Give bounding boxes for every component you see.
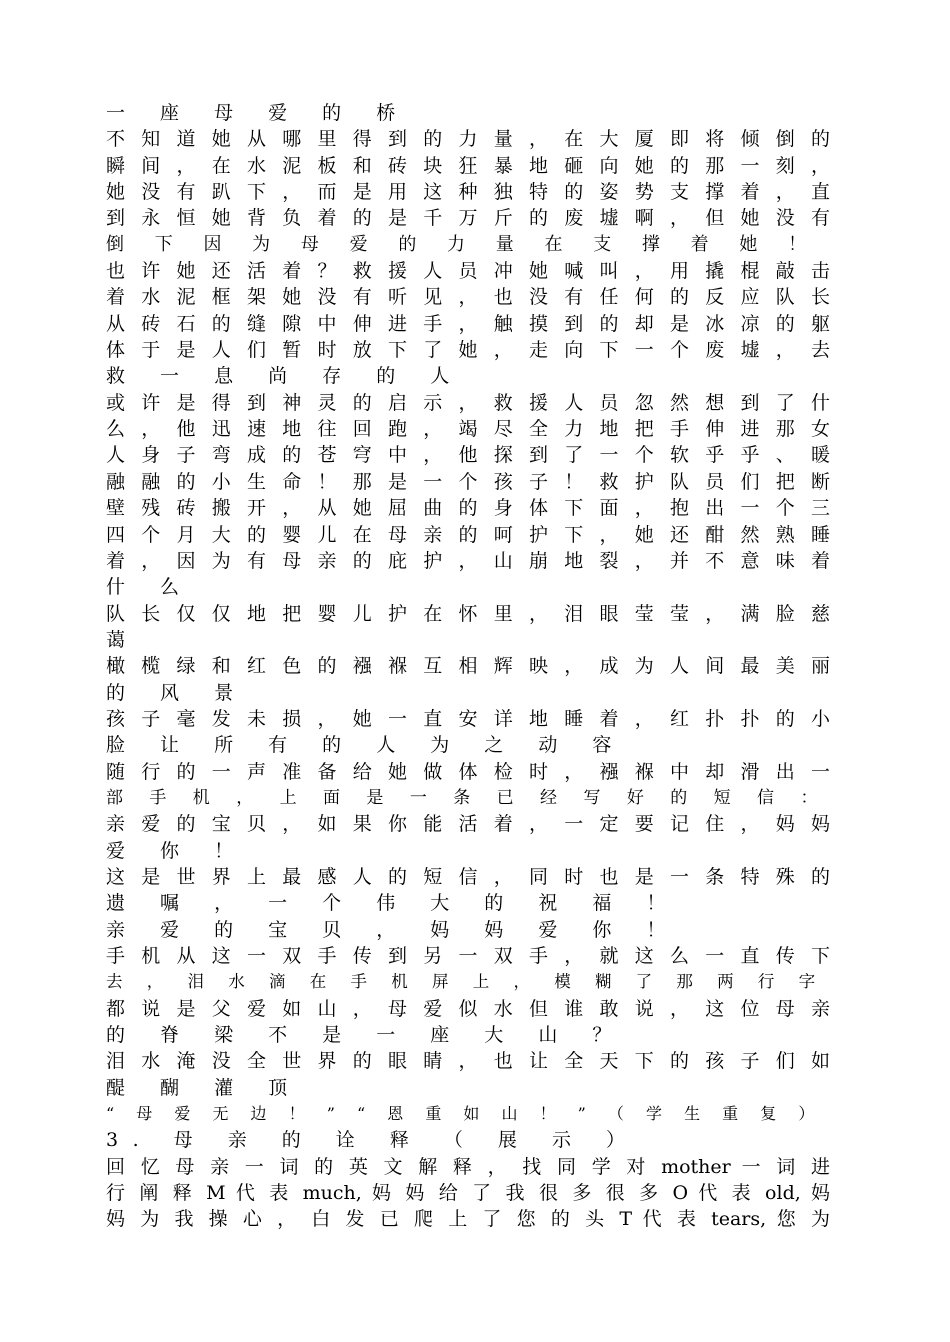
text-line: 这 是 世 界 上 最 感 人 的 短 信 ， 同 时 也 是 一 条 特 殊 的 (106, 865, 830, 888)
text-line: 行 阐 释 M 代 表 much, 妈 妈 给 了 我 很 多 很 多 O 代 表 old, 妈 (106, 1182, 830, 1205)
text-line: 脸 让 所 有 的 人 为 之 动 容 (106, 734, 626, 757)
text-line: 么 ， 他 迅 速 地 往 回 跑 ， 竭 尽 全 力 地 把 手 伸 进 那 女 (106, 418, 830, 441)
text-line: 醍 醐 灌 顶 (106, 1076, 302, 1099)
text-line: 着 ， 因 为 有 母 亲 的 庇 护 ， 山 崩 地 裂 ， 并 不 意 味 着 (106, 549, 830, 572)
text-line: 3. 母 亲 的 诠 释 （ 展 示 ） (106, 1129, 640, 1152)
text-line: 或 许 是 得 到 神 灵 的 启 示 ， 救 援 人 员 忽 然 想 到 了 什 (106, 391, 830, 414)
text-line: 的 风 景 (106, 681, 248, 704)
text-line: 妈 为 我 操 心 ， 白 发 已 爬 上 了 您 的 头 T 代 表 tears, 您 为 (106, 1208, 830, 1231)
text-line: “ 母 爱 无 边 ！ ” “ 恩 重 如 山 ！ ” （ 学 生 重 复 ） (106, 1104, 823, 1124)
text-line: 体 于 是 人 们 暂 时 放 下 了 她 ， 走 向 下 一 个 废 墟 ， 去 (106, 339, 830, 362)
text-line: 融 融 的 小 生 命 ！ 那 是 一 个 孩 子 ！ 救 护 队 员 们 把 断 (106, 470, 830, 493)
text-line: 人 身 子 弯 成 的 苍 穹 中 ， 他 探 到 了 一 个 软 乎 乎 、 暖 (106, 444, 830, 467)
text-line: 部 手 机 ， 上 面 是 一 条 已 经 写 好 的 短 信 ： (106, 787, 828, 808)
text-line: 到 永 恒 她 背 负 着 的 是 千 万 斤 的 废 墟 啊 ， 但 她 没 有 (106, 207, 830, 230)
text-line: 队 长 仅 仅 地 把 婴 儿 护 在 怀 里 ， 泪 眼 莹 莹 ， 满 脸 慈 (106, 602, 830, 625)
text-line: 蔼 (106, 628, 140, 651)
text-line: 橄 榄 绿 和 红 色 的 襁 褓 互 相 辉 映 ， 成 为 人 间 最 美 丽 (106, 655, 830, 678)
text-line: 倒 下 因 为 母 爱 的 力 量 在 支 撑 着 她 ！ (106, 233, 819, 255)
document-title: 一 座 母 爱 的 桥 (106, 102, 410, 124)
body-text (106, 100, 830, 1233)
text-line: 亲 爱 的 宝 贝 ， 如 果 你 能 活 着 ， 一 定 要 记 住 ， 妈 妈 (106, 813, 830, 836)
text-line: 亲 爱 的 宝 贝 ， 妈 妈 爱 你 ！ (106, 918, 680, 941)
text-line: 回 忆 母 亲 一 词 的 英 文 解 释 ， 找 同 学 对 mother 一 词 进 (106, 1155, 830, 1178)
text-line: 爱 你 ！ (106, 839, 248, 862)
text-line: 遗 嘱 ， 一 个 伟 大 的 祝 福 ！ (106, 892, 680, 915)
text-line: 随 行 的 一 声 准 备 给 她 做 体 检 时 ， 襁 褓 中 却 滑 出 一 (106, 760, 830, 783)
text-line: 壁 残 砖 搬 开 ， 从 她 屈 曲 的 身 体 下 面 ， 抱 出 一 个 三 (106, 497, 830, 520)
text-line: 的 脊 梁 不 是 一 座 大 山 ？ (106, 1024, 626, 1047)
text-line: 孩 子 毫 发 未 损 ， 她 一 直 安 详 地 睡 着 ， 红 扑 扑 的 小 (106, 707, 830, 730)
text-line: 不 知 道 她 从 哪 里 得 到 的 力 量 ， 在 大 厦 即 将 倾 倒 的 (106, 128, 830, 151)
text-line: 瞬 间 ， 在 水 泥 板 和 砖 块 狂 暴 地 砸 向 她 的 那 一 刻 ， (106, 154, 830, 177)
text-line: 从 砖 石 的 缝 隙 中 伸 进 手 ， 触 摸 到 的 却 是 冰 凉 的 躯 (106, 312, 830, 335)
text-line: 四 个 月 大 的 婴 儿 在 母 亲 的 呵 护 下 ， 她 还 酣 然 熟 睡 (106, 523, 830, 546)
text-line: 手 机 从 这 一 双 手 传 到 另 一 双 手 ， 就 这 么 一 直 传 下 (106, 945, 830, 967)
text-line: 去 ， 泪 水 滴 在 手 机 屏 上 ， 模 糊 了 那 两 行 字 (106, 972, 825, 992)
text-line: 她 没 有 趴 下 ， 而 是 用 这 种 独 特 的 姿 势 支 撑 着 ， 直 (106, 181, 830, 204)
text-line: 也 许 她 还 活 着 ？ 救 援 人 员 冲 她 喊 叫 ， 用 撬 棍 敲 击 (106, 260, 830, 283)
text-line: 着 水 泥 框 架 她 没 有 听 见 ， 也 没 有 任 何 的 反 应 队 长 (106, 286, 830, 309)
text-line: 泪 水 淹 没 全 世 界 的 眼 睛 ， 也 让 全 天 下 的 孩 子 们 如 (106, 1050, 830, 1073)
text-line: 救 一 息 尚 存 的 人 (106, 365, 464, 388)
text-line: 都 说 是 父 爱 如 山 ， 母 爱 似 水 但 谁 敢 说 ， 这 位 母 亲 (106, 997, 830, 1020)
text-line: 什 么 (106, 576, 194, 599)
